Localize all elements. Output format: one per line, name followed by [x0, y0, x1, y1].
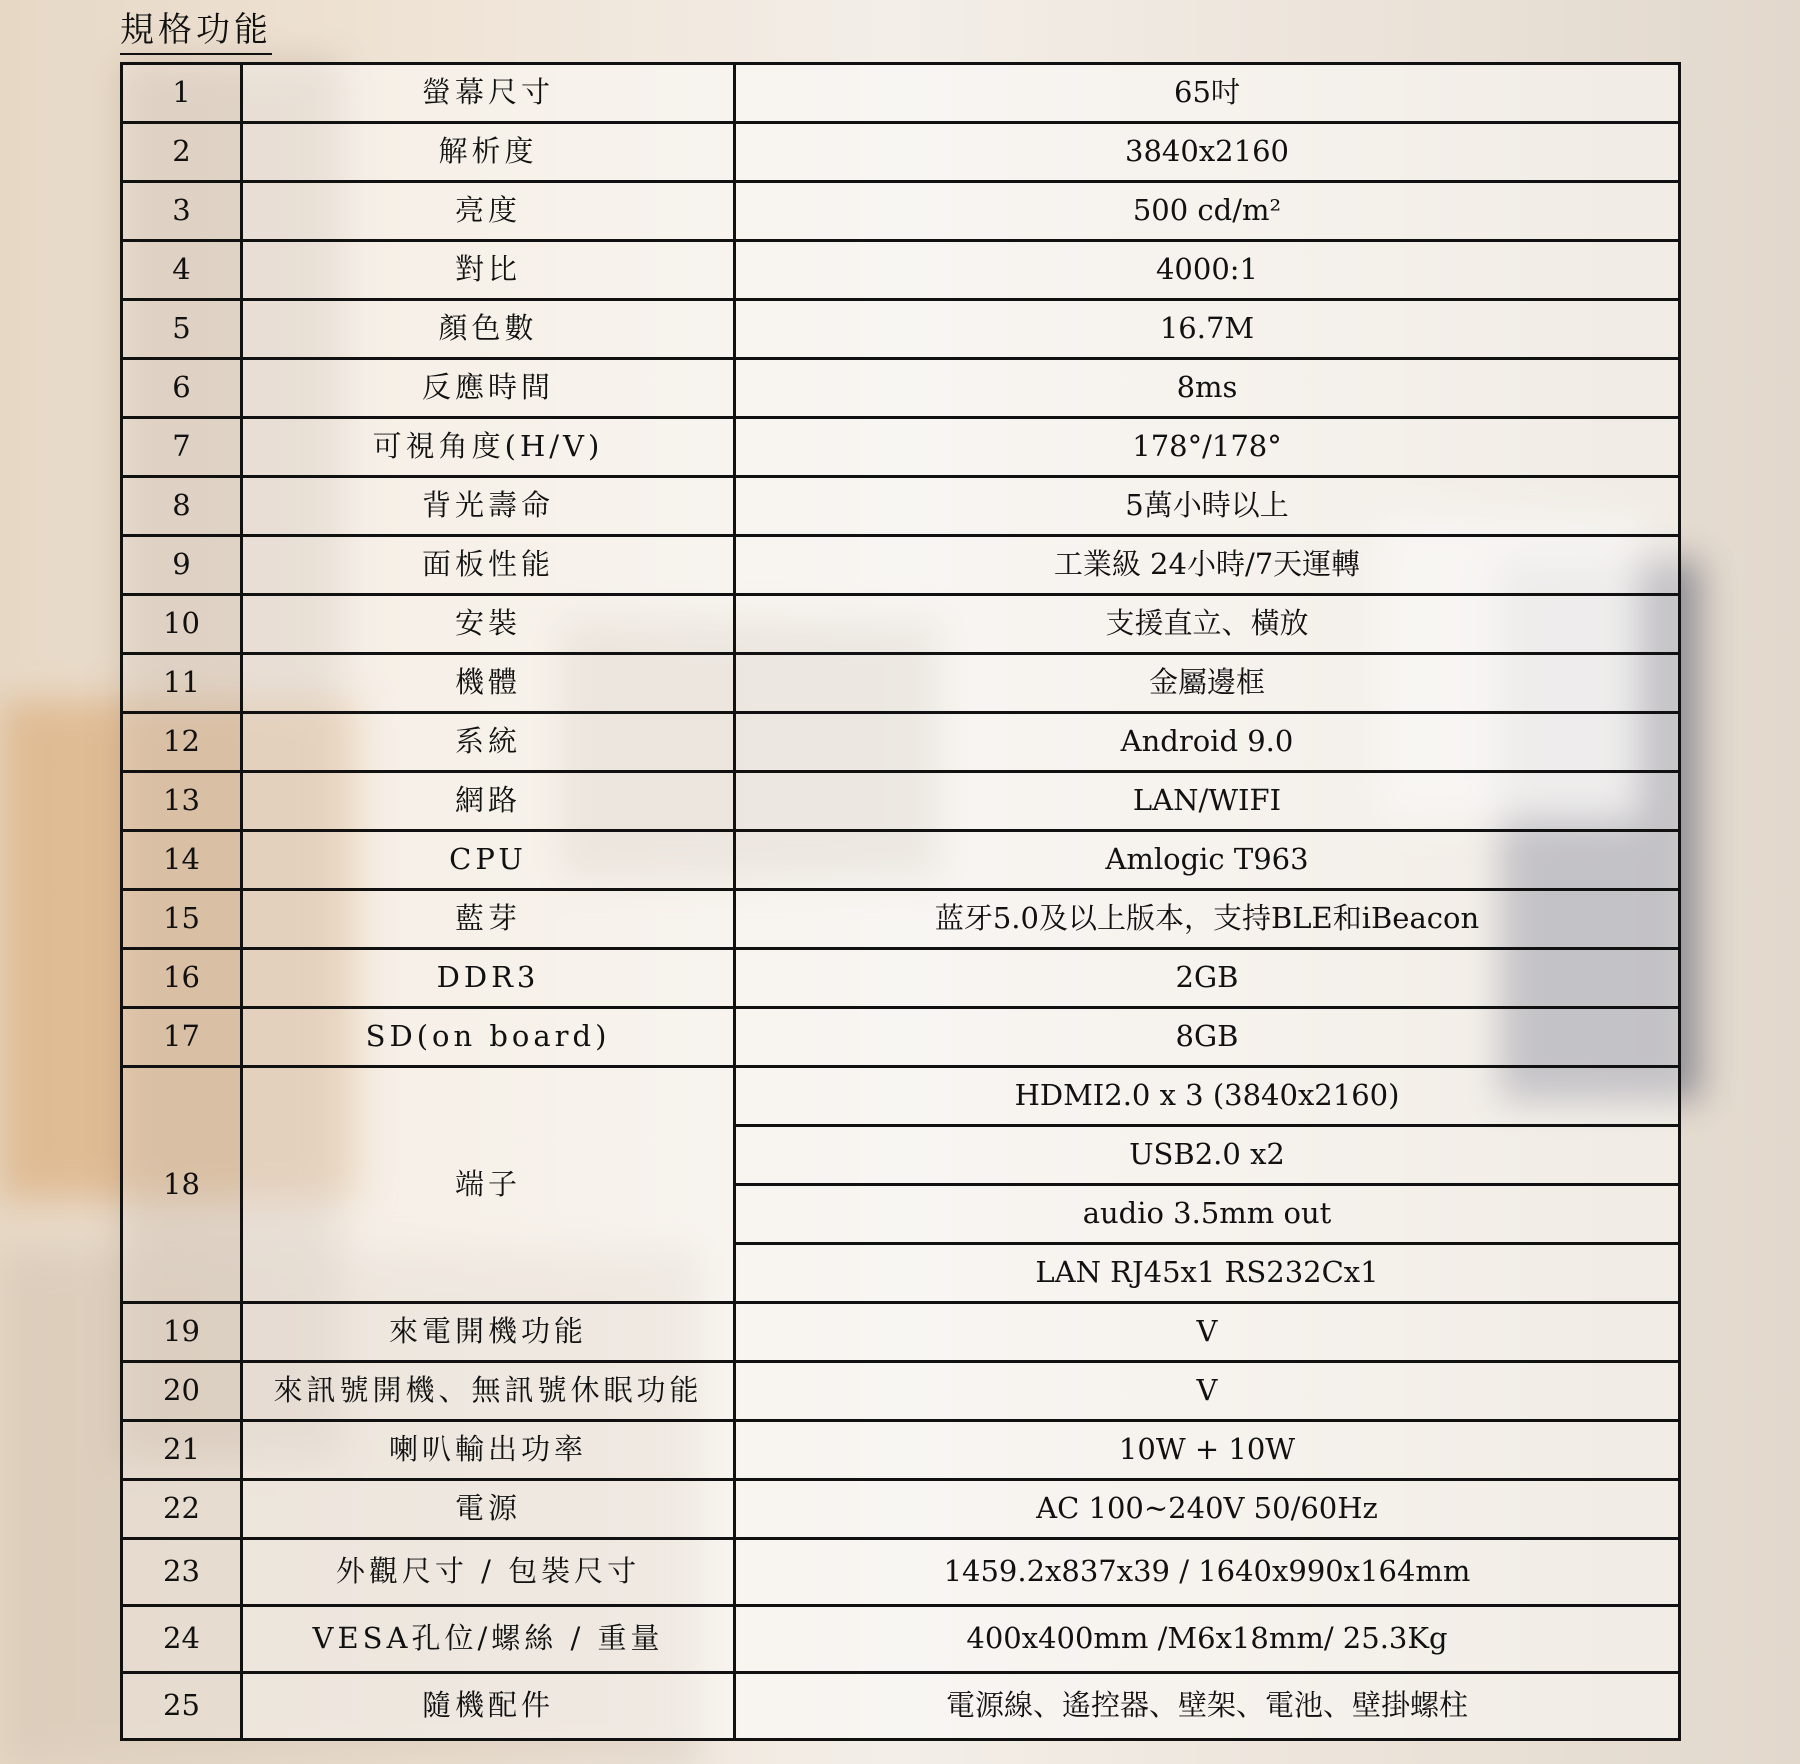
spec-value: LAN/WIFI: [735, 772, 1680, 831]
spec-row: [122, 1421, 1680, 1480]
spec-number: 15: [122, 890, 242, 949]
spec-row: [122, 1362, 1680, 1421]
spec-value: 2GB: [735, 949, 1680, 1008]
spec-value: 金屬邊框: [735, 654, 1680, 713]
spec-value: 10W + 10W: [735, 1421, 1680, 1480]
spec-name: 反應時間: [242, 359, 735, 418]
spec-number: 12: [122, 713, 242, 772]
spec-number: 24: [122, 1606, 242, 1673]
spec-number: 4: [122, 241, 242, 300]
spec-name: 系統: [242, 713, 735, 772]
spec-row: [122, 595, 1680, 654]
spec-row: [122, 1480, 1680, 1539]
spec-value: 蓝牙5.0及以上版本，支持BLE和iBeacon: [735, 890, 1680, 949]
page-title: 規格功能: [120, 2, 272, 55]
spec-number: 13: [122, 772, 242, 831]
spec-number: 10: [122, 595, 242, 654]
spec-number: 19: [122, 1303, 242, 1362]
spec-name: 安裝: [242, 595, 735, 654]
spec-row: [122, 1673, 1680, 1740]
spec-name: 背光壽命: [242, 477, 735, 536]
spec-row: [122, 654, 1680, 713]
spec-value: 4000:1: [735, 241, 1680, 300]
spec-name: 面板性能: [242, 536, 735, 595]
spec-value: 1459.2x837x39 / 1640x990x164mm: [735, 1539, 1680, 1606]
spec-value: 3840x2160: [735, 123, 1680, 182]
spec-row: [122, 1008, 1680, 1067]
spec-name: 喇叭輸出功率: [242, 1421, 735, 1480]
spec-name: 外觀尺寸 / 包裝尺寸: [242, 1539, 735, 1606]
spec-value: 8GB: [735, 1008, 1680, 1067]
spec-table: [120, 62, 1681, 1741]
spec-value: 工業級 24小時/7天運轉: [735, 536, 1680, 595]
spec-name: 藍芽: [242, 890, 735, 949]
spec-row: [122, 418, 1680, 477]
spec-value: V: [735, 1303, 1680, 1362]
spec-row: [122, 1067, 1680, 1126]
spec-name: VESA孔位/螺絲 / 重量: [242, 1606, 735, 1673]
spec-name: 亮度: [242, 182, 735, 241]
spec-value: audio 3.5mm out: [735, 1185, 1680, 1244]
spec-name: 來訊號開機、無訊號休眠功能: [242, 1362, 735, 1421]
spec-row: [122, 772, 1680, 831]
spec-value: 65吋: [735, 64, 1680, 123]
spec-row: [122, 949, 1680, 1008]
spec-row: [122, 359, 1680, 418]
spec-row: [122, 477, 1680, 536]
spec-row: [122, 831, 1680, 890]
spec-number: 9: [122, 536, 242, 595]
spec-name: 解析度: [242, 123, 735, 182]
spec-name: 隨機配件: [242, 1673, 735, 1740]
spec-number: 7: [122, 418, 242, 477]
spec-value: USB2.0 x2: [735, 1126, 1680, 1185]
spec-number: 8: [122, 477, 242, 536]
spec-value: 500 cd/m²: [735, 182, 1680, 241]
spec-name: 螢幕尺寸: [242, 64, 735, 123]
spec-name: 機體: [242, 654, 735, 713]
spec-number: 11: [122, 654, 242, 713]
spec-number: 17: [122, 1008, 242, 1067]
spec-row: [122, 64, 1680, 123]
spec-value: 400x400mm /M6x18mm/ 25.3Kg: [735, 1606, 1680, 1673]
spec-name: 對比: [242, 241, 735, 300]
spec-row: [122, 182, 1680, 241]
spec-row: [122, 536, 1680, 595]
spec-number: 3: [122, 182, 242, 241]
spec-number: 1: [122, 64, 242, 123]
spec-number: 22: [122, 1480, 242, 1539]
spec-number: 5: [122, 300, 242, 359]
spec-name: 端子: [242, 1067, 735, 1303]
spec-number: 2: [122, 123, 242, 182]
spec-value: 支援直立、橫放: [735, 595, 1680, 654]
spec-row: [122, 1539, 1680, 1606]
spec-row: [122, 713, 1680, 772]
spec-name: CPU: [242, 831, 735, 890]
spec-name: 來電開機功能: [242, 1303, 735, 1362]
spec-number: 16: [122, 949, 242, 1008]
spec-value: Android 9.0: [735, 713, 1680, 772]
spec-value: 5萬小時以上: [735, 477, 1680, 536]
spec-name: 網路: [242, 772, 735, 831]
spec-row: [122, 241, 1680, 300]
spec-number: 18: [122, 1067, 242, 1303]
spec-number: 14: [122, 831, 242, 890]
spec-value: HDMI2.0 x 3 (3840x2160): [735, 1067, 1680, 1126]
spec-number: 20: [122, 1362, 242, 1421]
spec-name: 電源: [242, 1480, 735, 1539]
spec-value: AC 100~240V 50/60Hz: [735, 1480, 1680, 1539]
spec-row: [122, 300, 1680, 359]
spec-value: V: [735, 1362, 1680, 1421]
spec-number: 25: [122, 1673, 242, 1740]
spec-row: [122, 890, 1680, 949]
spec-row: [122, 1303, 1680, 1362]
spec-value: 電源線、遙控器、壁架、電池、壁掛螺柱: [735, 1673, 1680, 1740]
spec-name: DDR3: [242, 949, 735, 1008]
spec-number: 21: [122, 1421, 242, 1480]
spec-name: 顏色數: [242, 300, 735, 359]
spec-number: 6: [122, 359, 242, 418]
spec-value: 8ms: [735, 359, 1680, 418]
spec-name: 可視角度(H/V): [242, 418, 735, 477]
spec-value: Amlogic T963: [735, 831, 1680, 890]
spec-value: LAN RJ45x1 RS232Cx1: [735, 1244, 1680, 1303]
spec-name: SD(on board): [242, 1008, 735, 1067]
spec-value: 178°/178°: [735, 418, 1680, 477]
spec-number: 23: [122, 1539, 242, 1606]
spec-value: 16.7M: [735, 300, 1680, 359]
spec-table-body: [122, 64, 1680, 1740]
spec-row: [122, 1606, 1680, 1673]
spec-row: [122, 123, 1680, 182]
